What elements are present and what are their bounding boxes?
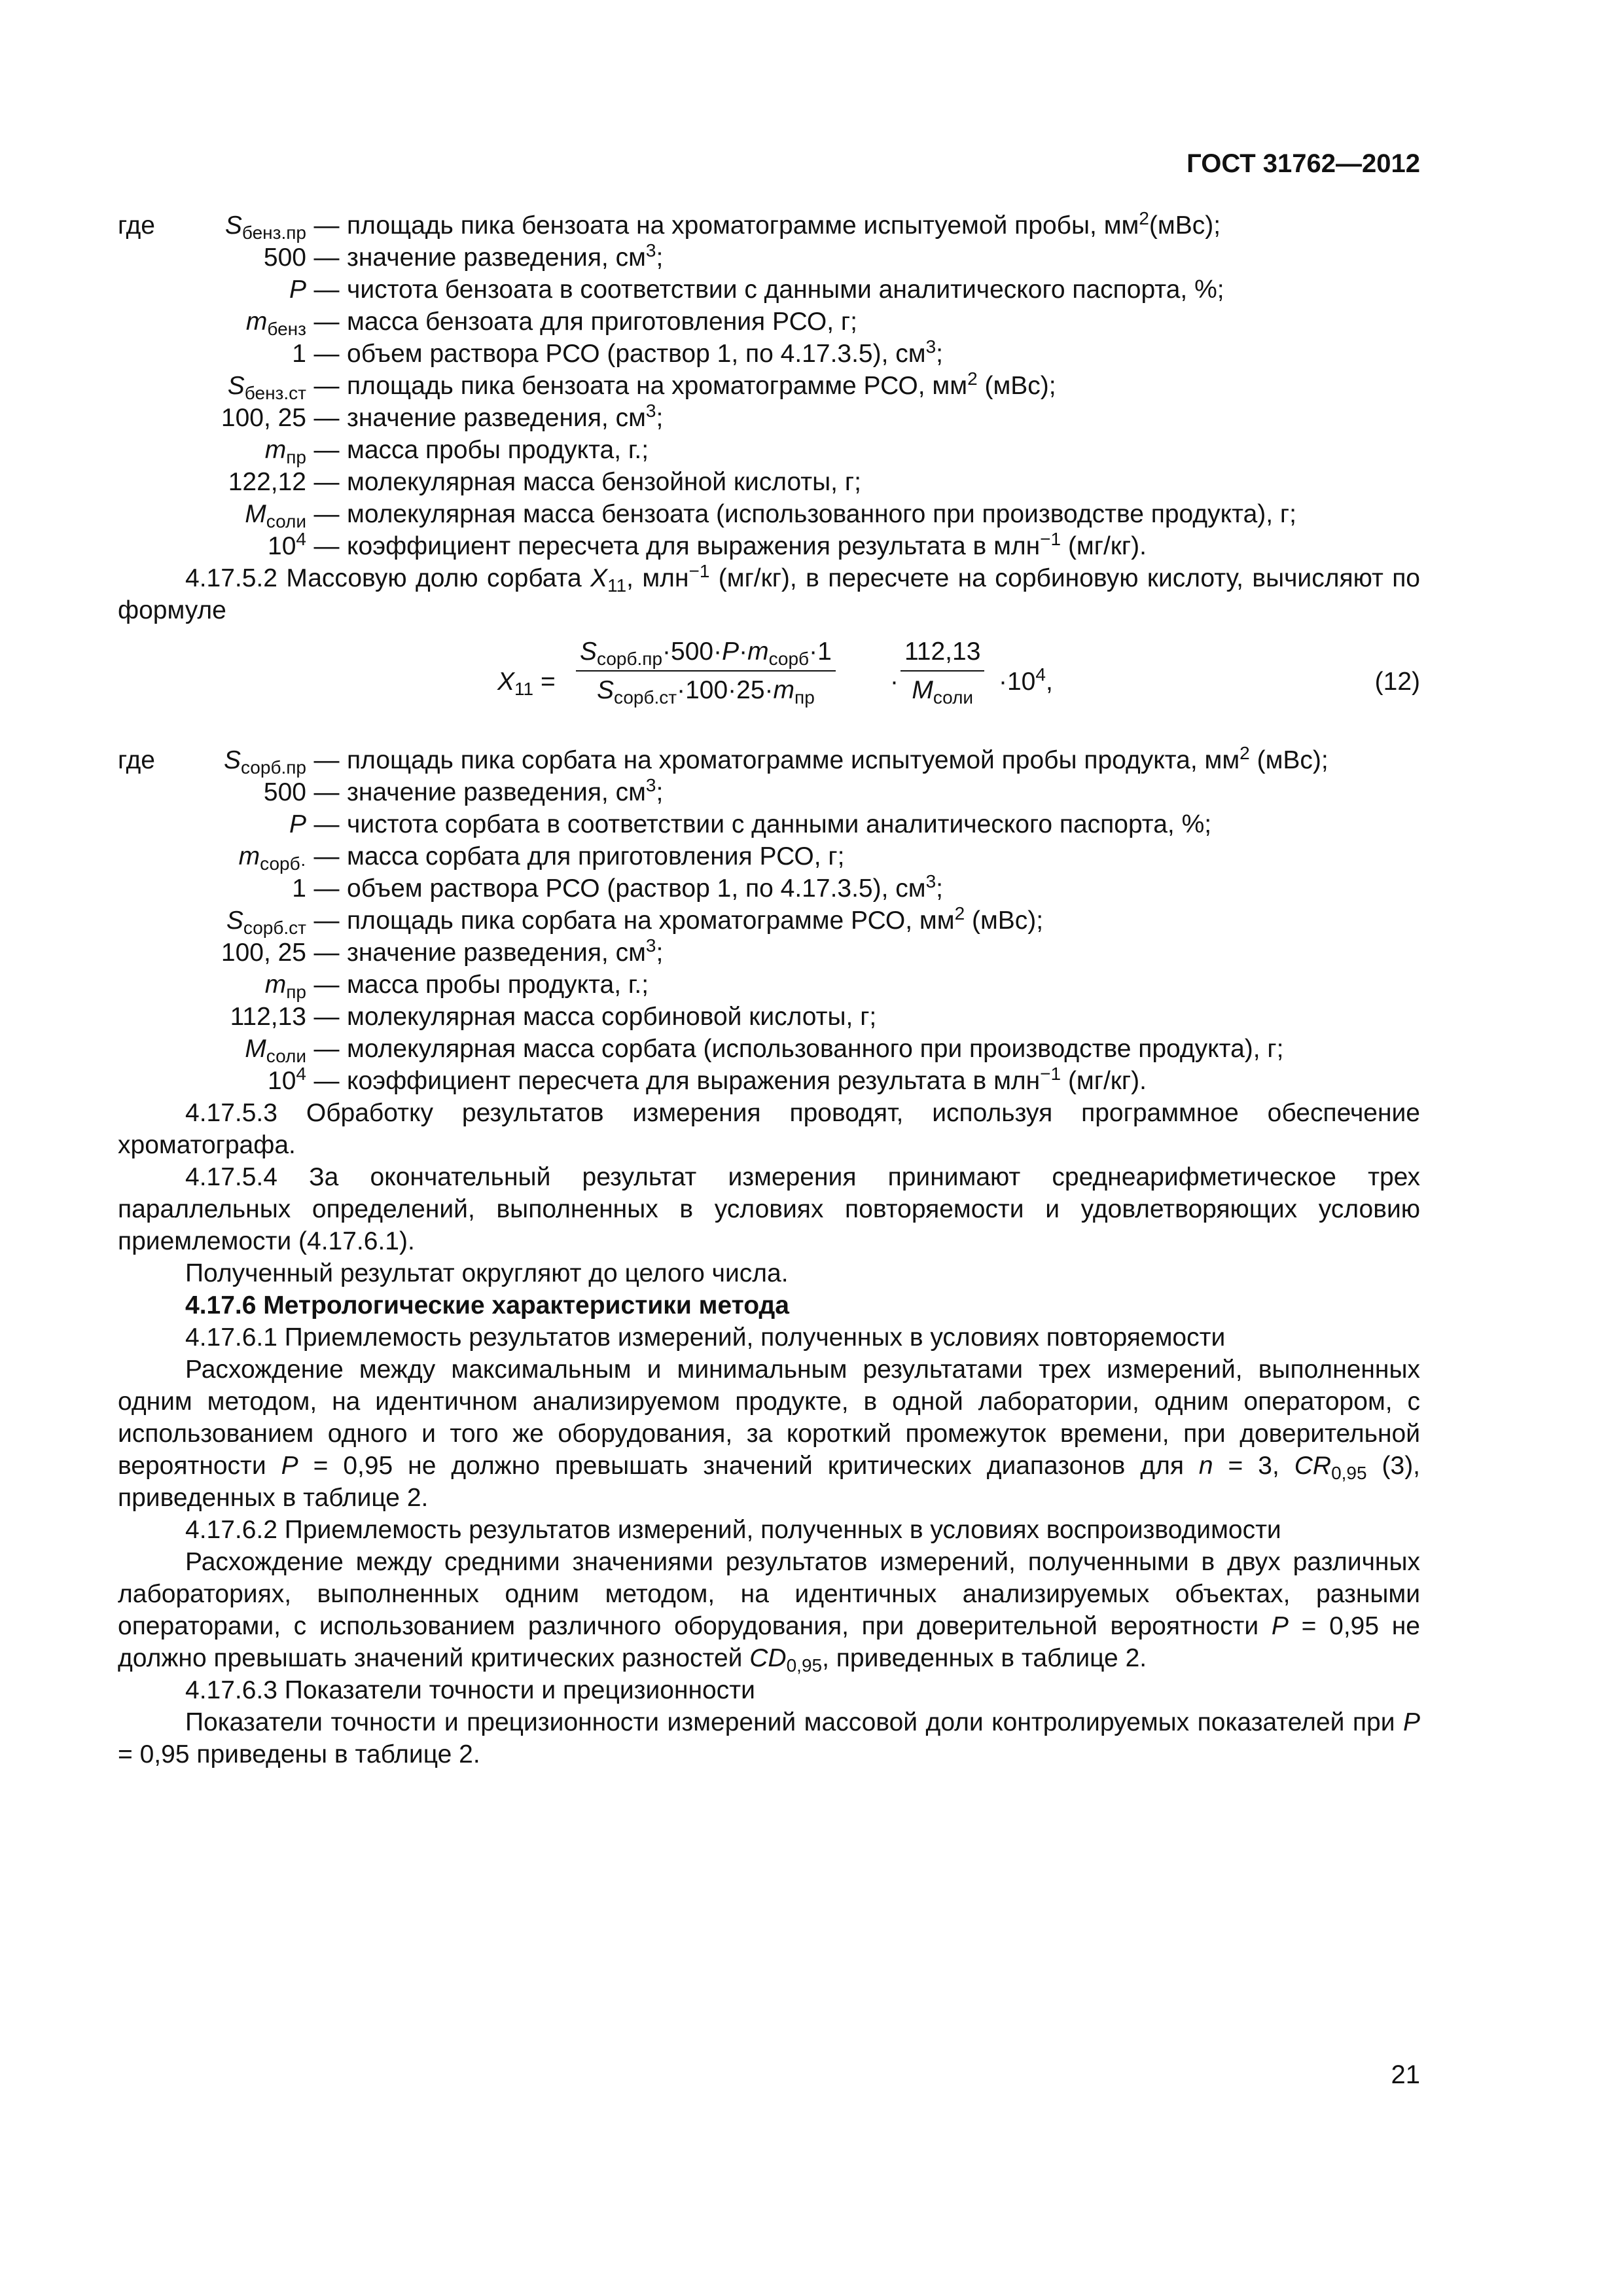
legend-symbol: $m_{бенз}$ [245,308,306,339]
paragraph-4-17-6-1: 4.17.6.1 Приемлемость результатов измерений, полученных в условиях повторяемости [185,1323,1226,1352]
legend-sorbate [118,744,1420,1097]
legend-benzoate [118,209,1420,562]
legend-description: значение разведения, $см^3$; [347,240,664,272]
legend-row: $10^4$ — коэффициент пересчета для выражения результата в млн$^{-1}$ (мг/кг). [118,1065,1420,1097]
legend-description: значение разведения, $см^3$; [347,935,664,967]
legend-symbol: 122,12 [228,468,306,496]
fraction-denominator: $S_{сорб.ст}\cdot 100\cdot 25\cdot m_{пр}$ [597,676,815,708]
legend-symbol: P [289,810,306,838]
paragraph-4-17-6-2: 4.17.6.2 Приемлемость результатов измерений, полученных в условиях воспроизводимости [185,1516,1281,1544]
fraction-numerator: 112,13 [901,636,984,672]
legend-description: коэффициент пересчета для выражения результата в млн$^{-1}$ (мг/кг). [347,1064,1147,1095]
paragraph-accuracy: Показатели точности и прецизионности измерений массовой доли контролируемых показателей при P = 0,95 приведены в таблице 2. [118,1708,1420,1768]
formula-number: (12) [1374,668,1420,696]
legend-description: молекулярная масса бензоата (использованного при производстве продукта), г; [347,500,1296,528]
legend-symbol: 1 [292,340,306,368]
legend-description: масса бензоата для приготовления РСО, г; [347,308,857,336]
legend-row: $m_{пр}$ — масса пробы продукта, г.; [118,434,1420,466]
legend-symbol: 500 [263,778,306,806]
paragraph-4-17-5-2: 4.17.5.2 Массовую долю сорбата $X_{11}$, млн$^{-1}$ (мг/кг), в пересчете на сорбиновую кислоту, вычисляют по формуле [118,561,1421,624]
document-page [118,0,1420,2296]
legend-symbol: $S_{сорб.пр}$ [223,746,306,778]
legend-row: P — чистота сорбата в соответствии с данными аналитического паспорта, %; [118,808,1420,840]
legend-row: $m_{сорб\cdot}$ — масса сорбата для приготовления РСО, г; [118,840,1420,872]
legend-row: $S_{бенз.ст}$ — площадь пика бензоата на хроматограмме РСО, $мм^2$ (мВс); [118,370,1420,402]
formula-lhs: $X_{11}$ = [497,668,556,699]
legend-symbol: $M_{соли}$ [245,1035,306,1066]
legend-description: значение разведения, $см^3$; [347,401,664,432]
legend-row: 500 — значение разведения, $см^3$; [118,776,1420,808]
legend-symbol: $m_{пр}$ [264,971,306,1002]
legend-row: 100, 25 — значение разведения, $см^3$; [118,402,1420,434]
legend-description: масса пробы продукта, г.; [347,971,649,999]
formula-dot: · [890,668,899,696]
legend-symbol: $S_{сорб.ст}$ [226,906,306,938]
legend-row: $S_{сорб.ст}$ — площадь пика сорбата на хроматограмме РСО, $мм^2$ (мВс); [118,905,1420,937]
legend-symbol: $10^4$ [268,1064,306,1095]
paragraph-4-17-6-3: 4.17.6.3 Показатели точности и прецизионности [185,1676,755,1704]
legend-description: чистота бензоата в соответствии с данными аналитического паспорта, %; [347,276,1224,304]
page-content [118,209,1420,1770]
legend-row: 500 — значение разведения, $см^3$; [118,242,1420,274]
formula-fraction-molar [901,636,984,706]
legend-row: P — чистота бензоата в соответствии с данными аналитического паспорта, %; [118,274,1420,306]
legend-symbol: $M_{соли}$ [245,500,306,531]
paragraph-repeatability: Расхождение между максимальным и минимальным результатами трех измерений, выполненных одним методом, на идентичном анализируемом продукте, в одной лаборатории, одним оператором, с использованием одного и того же оборудования, за короткий промежуток времени, при доверительной вероятности P = 0,95 не должно превышать значений критических диапазонов для n = 3, $CR_{0,95}$ (3), приведенных в таблице 2. [118,1355,1421,1512]
formula-tail: $\cdot 10^4$, [999,664,1053,696]
legend-row: 122,12 — молекулярная масса бензойной кислоты, г; [118,466,1420,498]
legend-symbol: $10^4$ [268,529,306,560]
legend-row: $m_{бенз}$ — масса бензоата для приготовления РСО, г; [118,306,1420,338]
legend-row: $m_{пр}$ — масса пробы продукта, г.; [118,969,1420,1001]
legend-row: $M_{соли}$ — молекулярная масса бензоата (использованного при производстве продукта), г; [118,498,1420,530]
page-number: 21 [1391,2060,1420,2089]
legend-symbol: $S_{бенз.ст}$ [227,372,306,403]
legend-description: коэффициент пересчета для выражения результата в млн$^{-1}$ (мг/кг). [347,529,1147,560]
legend-description: молекулярная масса сорбата (использованного при производстве продукта), г; [347,1035,1284,1063]
legend-description: молекулярная масса сорбиновой кислоты, г; [347,1003,877,1031]
legend-symbol: 100, 25 [221,939,306,967]
formula-12 [118,630,1420,740]
legend-row: 1 — объем раствора РСО (раствор 1, по 4.17.3.5), $см^3$; [118,872,1420,905]
legend-description: масса сорбата для приготовления РСО, г; [347,842,845,870]
legend-symbol: $m_{сорб\cdot}$ [238,842,306,874]
legend-row: где $S_{бенз.пр}$ — площадь пика бензоата на хроматограмме испытуемой пробы, $мм^2(мВс)$; [118,209,1420,242]
legend-row: 112,13 — молекулярная масса сорбиновой кислоты, г; [118,1001,1420,1033]
legend-description: объем раствора РСО (раствор 1, по 4.17.3.5), $см^3$; [347,336,944,368]
legend-symbol: 500 [263,243,306,272]
legend-description: значение разведения, $см^3$; [347,775,664,806]
legend-row: 100, 25 — значение разведения, $см^3$; [118,937,1420,969]
legend-symbol: 1 [292,874,306,903]
legend-description: площадь пика бензоата на хроматограмме испытуемой пробы, $мм^2(мВс)$; [347,208,1221,240]
legend-row: где $S_{сорб.пр}$ — площадь пика сорбата на хроматограмме испытуемой пробы продукта, $мм^2$ (мВс); [118,744,1420,776]
where-label: где [118,746,155,774]
where-label: где [118,211,155,240]
document-code: ГОСТ 31762—2012 [1186,149,1420,178]
fraction-denominator: $M_{соли}$ [912,676,974,708]
legend-description: площадь пика сорбата на хроматограмме испытуемой пробы продукта, $мм^2$ (мВс); [347,743,1329,774]
fraction-numerator: $S_{сорб.пр}\cdot 500\cdot P\cdot m_{сорб}\cdot 1$ [576,636,836,672]
paragraph-rounding: Полученный результат округляют до целого числа. [185,1259,789,1287]
legend-symbol: 100, 25 [221,404,306,432]
legend-description: объем раствора РСО (раствор 1, по 4.17.3.5), $см^3$; [347,871,944,903]
legend-description: молекулярная масса бензойной кислоты, г; [347,468,861,496]
paragraph-4-17-5-4: 4.17.5.4 За окончательный результат измерения принимают среднеарифметическое трех параллельных определений, выполненных в условиях повторяемости и удовлетворяющих условию приемлемости (4.17.6.1). [118,1163,1420,1255]
paragraph-reproducibility: Расхождение между средними значениями результатов измерений, полученными в двух различных лабораториях, выполненных одним методом, на идентичных анализируемых объектах, разными операторами, с использованием различного оборудования, при доверительной вероятности P = 0,95 не должно превышать значений критических разностей $CD_{0,95}$, приведенных в таблице 2. [118,1548,1420,1676]
section-heading-4-17-6: 4.17.6 Метрологические характеристики метода [185,1291,789,1319]
legend-row: $10^4$ — коэффициент пересчета для выражения результата в млн$^{-1}$ (мг/кг). [118,530,1420,562]
legend-symbol: 112,13 [230,1003,306,1031]
formula-fraction-main [576,636,836,706]
legend-row: 1 — объем раствора РСО (раствор 1, по 4.17.3.5), $см^3$; [118,338,1420,370]
legend-description: площадь пика бензоата на хроматограмме РСО, $мм^2$ (мВс); [347,368,1056,400]
legend-row: $M_{соли}$ — молекулярная масса сорбата (использованного при производстве продукта), г; [118,1033,1420,1065]
paragraph-4-17-5-3: 4.17.5.3 Обработку результатов измерения проводят, используя программное обеспечение хроматографа. [118,1099,1420,1159]
legend-description: площадь пика сорбата на хроматограмме РСО, $мм^2$ (мВс); [347,903,1044,935]
legend-symbol: $m_{пр}$ [264,436,306,467]
legend-symbol: P [289,276,306,304]
legend-description: чистота сорбата в соответствии с данными аналитического паспорта, %; [347,810,1212,838]
legend-description: масса пробы продукта, г.; [347,436,649,464]
legend-symbol: $S_{бенз.пр}$ [224,211,306,243]
